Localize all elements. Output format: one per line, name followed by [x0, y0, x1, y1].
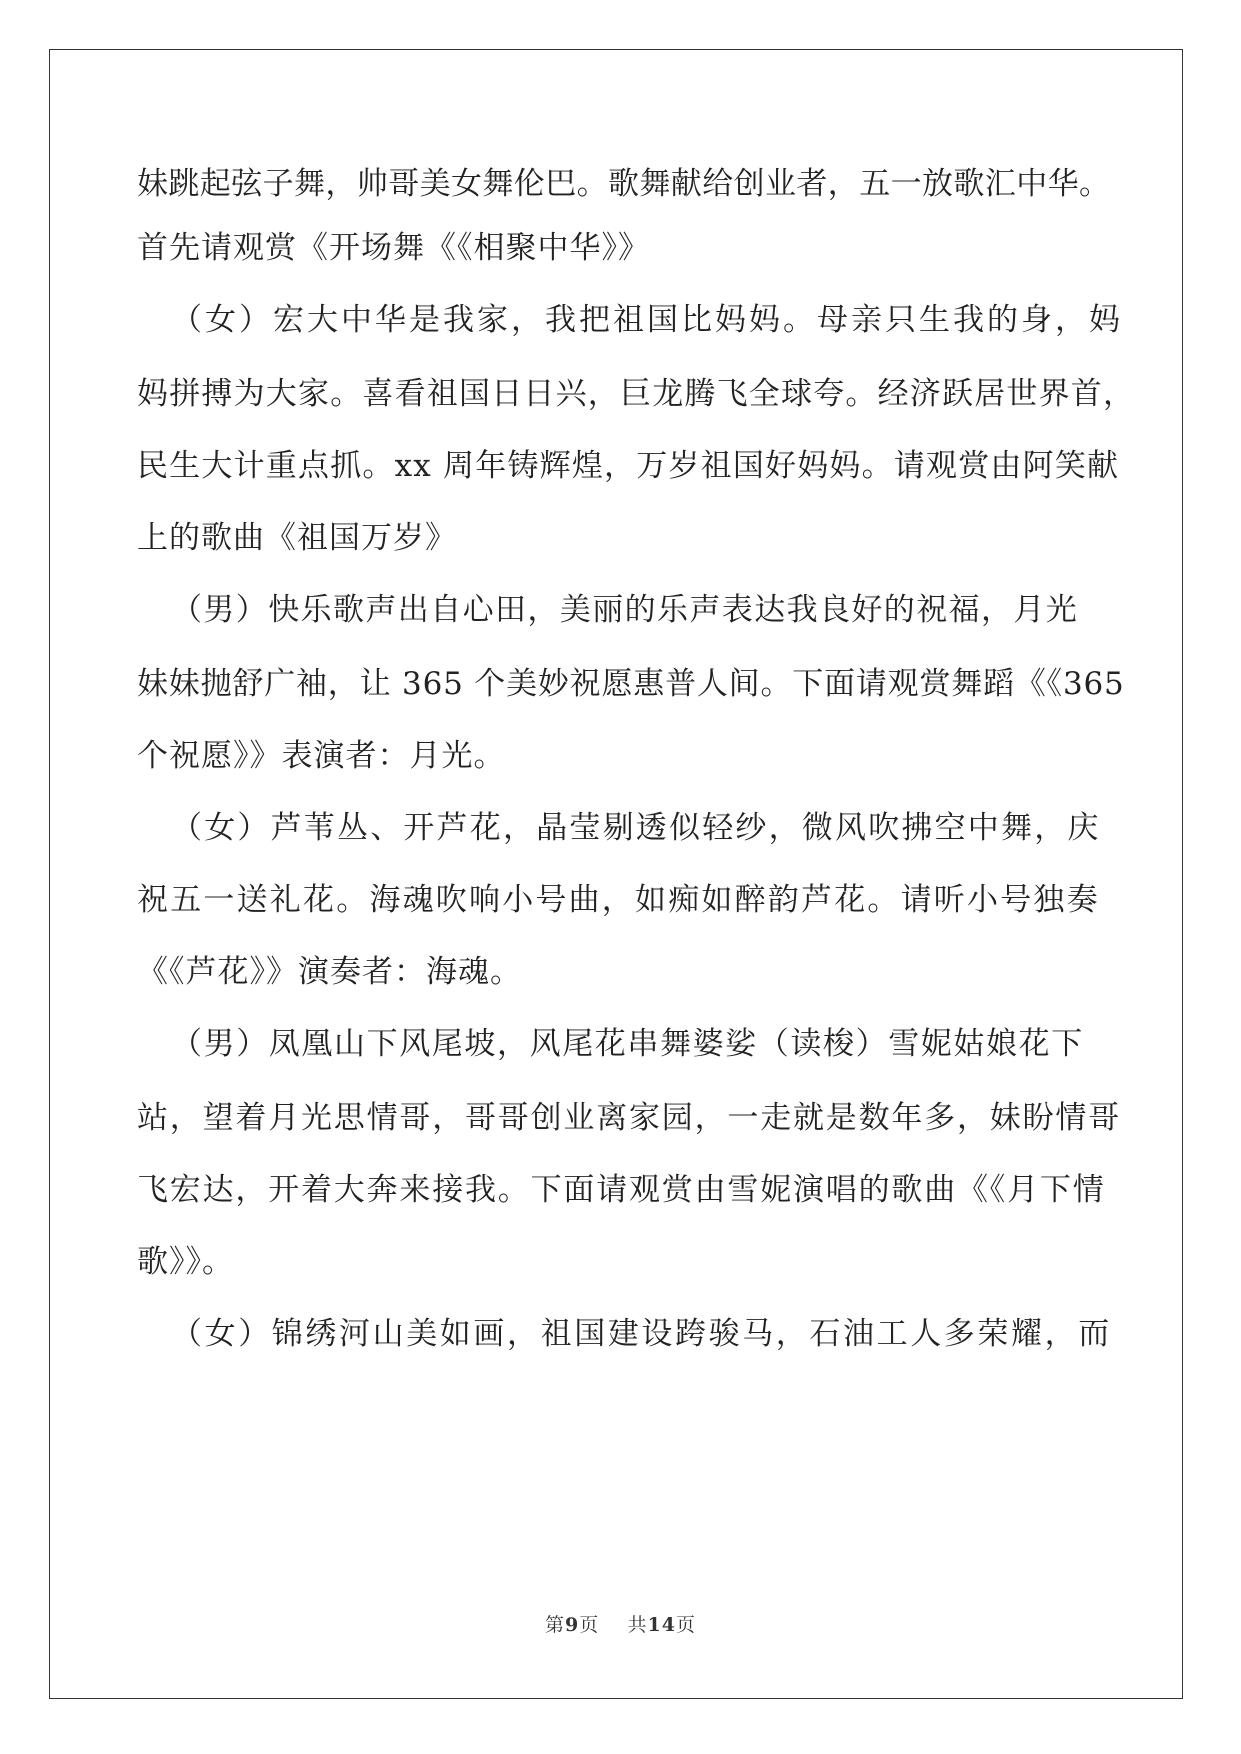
text-line: （女）宏大中华是我家，我把祖国比妈妈。母亲只生我的身，妈 — [171, 302, 1123, 338]
text-line: （女）芦苇丛、开芦花，晶莹剔透似轻纱，微风吹拂空中舞，庆 — [171, 810, 1101, 846]
footer-total-suffix: 页 — [675, 1614, 696, 1636]
text-line: 首先请观赏《开场舞《《相聚中华》》 — [137, 230, 650, 266]
text-line: 飞宏达，开着大奔来接我。下面请观赏由雪妮演唱的歌曲《《月下情 — [137, 1172, 1106, 1208]
text-line: 民生大计重点抓。xx 周年铸辉煌，万岁祖国好妈妈。请观赏由阿笑献 — [137, 448, 1120, 484]
text-line: 妹跳起弦子舞，帅哥美女舞伦巴。歌舞献给创业者，五一放歌汇中华。 — [137, 166, 1111, 202]
page-number: 9 — [565, 1614, 580, 1636]
text-line: 妈拼搏为大家。喜看祖国日日兴，巨龙腾飞全球夸。经济跃居世界首， — [137, 376, 1136, 412]
text-line: 妹妹抛舒广袖，让 365 个美妙祝愿惠普人间。下面请观赏舞蹈《《365 — [137, 666, 1125, 702]
footer-prefix: 第 — [545, 1614, 566, 1636]
text-line: （女）锦绣河山美如画，祖国建设跨骏马，石油工人多荣耀，而 — [171, 1316, 1112, 1352]
text-line: （男）快乐歌声出自心田，美丽的乐声表达我良好的祝福，月光 — [171, 592, 1079, 628]
text-line: 个祝愿》》表演者：月光。 — [137, 738, 506, 774]
page-frame — [49, 49, 1183, 1699]
total-pages: 14 — [647, 1614, 676, 1636]
text-line: 祝五一送礼花。海魂吹响小号曲，如痴如醉韵芦花。请听小号独奏 — [137, 882, 1100, 918]
text-line: 《《芦花》》演奏者：海魂。 — [137, 954, 522, 990]
page-footer — [0, 1610, 1241, 1637]
text-line: 歌》》。 — [137, 1244, 234, 1280]
text-line: 上的歌曲《祖国万岁》 — [137, 520, 457, 556]
footer-page-suffix: 页 — [579, 1614, 600, 1636]
footer-total-prefix: 共 — [627, 1614, 648, 1636]
text-line: 站，望着月光思情哥，哥哥创业离家园，一走就是数年多，妹盼情哥 — [137, 1100, 1121, 1136]
text-line: （男）凤凰山下风尾坡，风尾花串舞婆娑（读梭）雪妮姑娘花下 — [171, 1026, 1084, 1062]
